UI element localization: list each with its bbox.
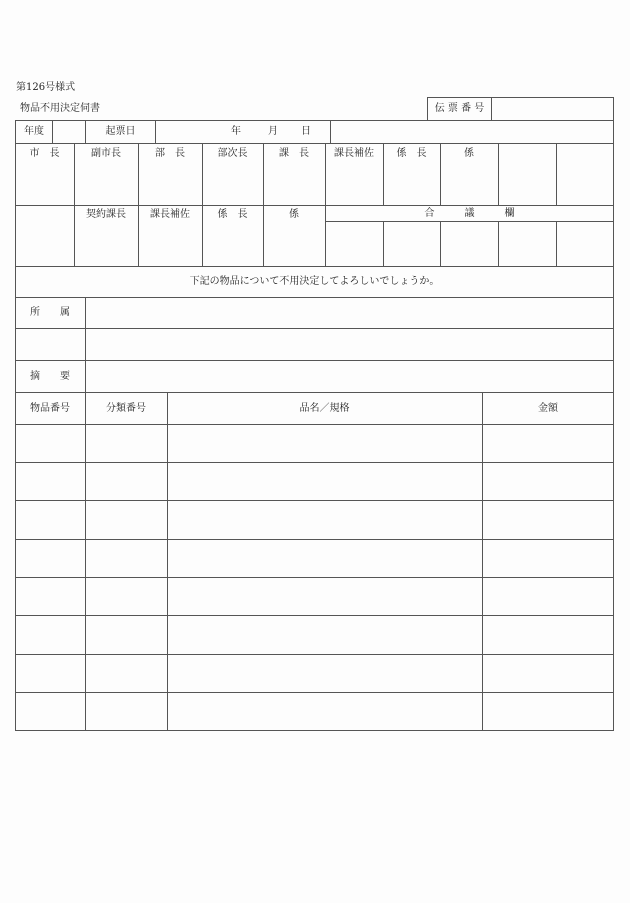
approver-assistant-chief-label: 課長補佐 [334, 148, 374, 159]
fiscal-year-label: 年度 [24, 126, 44, 137]
classification-number-field[interactable] [86, 578, 167, 615]
consultation-stamp-1[interactable] [326, 222, 383, 266]
column-header-amount: 金額 [538, 403, 558, 414]
fiscal-year-field[interactable] [53, 121, 85, 143]
classification-number-field[interactable] [86, 425, 167, 462]
consultation-stamp-4[interactable] [499, 222, 556, 266]
approver-mayor-label: 市 長 [29, 148, 60, 159]
consultation-stamp-5[interactable] [557, 222, 613, 266]
item-number-field[interactable] [16, 616, 85, 654]
stamp-row2-blank[interactable] [16, 206, 74, 266]
item-name-field[interactable] [168, 425, 482, 462]
stamp-mayor[interactable] [16, 162, 74, 205]
stamp-staff[interactable] [441, 162, 498, 205]
item-number-field[interactable] [16, 463, 85, 500]
approver-staff-label: 係 [464, 148, 474, 159]
affiliation-extra-field[interactable] [86, 329, 613, 360]
approver-staff-2-label: 係 [289, 209, 299, 220]
item-name-field[interactable] [168, 501, 482, 539]
amount-field[interactable] [483, 693, 613, 730]
item-name-field[interactable] [168, 540, 482, 577]
classification-number-field[interactable] [86, 501, 167, 539]
approver-subsection-chief-label: 係 長 [396, 148, 427, 159]
stamp-assistant-chief[interactable] [326, 162, 383, 205]
column-header-classification-number: 分類番号 [106, 403, 146, 414]
item-number-field[interactable] [16, 540, 85, 577]
consultation-stamp-2[interactable] [384, 222, 440, 266]
blank-label-cell [16, 329, 85, 360]
form-number: 第126号様式 [16, 82, 76, 93]
amount-field[interactable] [483, 425, 613, 462]
item-number-field[interactable] [16, 501, 85, 539]
stamp-deputy-mayor[interactable] [75, 162, 138, 205]
classification-number-field[interactable] [86, 616, 167, 654]
date-year-label: 年 [231, 126, 241, 137]
draft-date-label: 起票日 [105, 126, 136, 137]
classification-number-field[interactable] [86, 463, 167, 500]
item-name-field[interactable] [168, 693, 482, 730]
amount-field[interactable] [483, 616, 613, 654]
date-month-label: 月 [268, 126, 278, 137]
item-name-field[interactable] [168, 463, 482, 500]
approver-deputy-director-label: 部次長 [217, 148, 248, 159]
stamp-subsection-chief[interactable] [384, 162, 440, 205]
affiliation-field[interactable] [86, 298, 613, 328]
stamp-assistant-chief-2[interactable] [139, 223, 202, 266]
classification-number-field[interactable] [86, 693, 167, 730]
approver-contract-chief-label: 契約課長 [86, 209, 126, 220]
column-header-item-number: 物品番号 [30, 403, 70, 414]
stamp-deputy-director[interactable] [203, 162, 263, 205]
statement-text: 下記の物品について不用決定してよろしいでしょうか。 [189, 276, 440, 287]
stamp-director[interactable] [139, 162, 202, 205]
stamp-contract-chief[interactable] [75, 223, 138, 266]
amount-field[interactable] [483, 578, 613, 615]
consultation-column-label: 合 議 欄 [424, 208, 515, 219]
classification-number-field[interactable] [86, 655, 167, 692]
approver-assistant-chief-2-label: 課長補佐 [150, 209, 190, 220]
stamp-extra-1[interactable] [499, 144, 556, 205]
item-number-field[interactable] [16, 693, 85, 730]
item-number-field[interactable] [16, 578, 85, 615]
amount-field[interactable] [483, 501, 613, 539]
approver-director-label: 部 長 [155, 148, 185, 159]
item-name-field[interactable] [168, 655, 482, 692]
approver-deputy-mayor-label: 副市長 [91, 148, 121, 159]
item-name-field[interactable] [168, 616, 482, 654]
slip-number-label: 伝 票 番 号 [434, 103, 485, 114]
date-day-label: 日 [301, 126, 311, 137]
form-title: 物品不用決定伺書 [20, 103, 100, 114]
affiliation-label: 所 属 [30, 307, 70, 318]
amount-field[interactable] [483, 463, 613, 500]
summary-field[interactable] [86, 361, 613, 392]
classification-number-field[interactable] [86, 540, 167, 577]
item-number-field[interactable] [16, 425, 85, 462]
approver-subsection-chief-2-label: 係 長 [217, 209, 248, 220]
amount-field[interactable] [483, 540, 613, 577]
consultation-stamp-3[interactable] [441, 222, 498, 266]
item-number-field[interactable] [16, 655, 85, 692]
approver-section-chief-label: 課 長 [279, 148, 309, 159]
stamp-section-chief[interactable] [264, 162, 325, 205]
stamp-staff-2[interactable] [264, 223, 325, 266]
stamp-extra-2[interactable] [557, 144, 613, 205]
summary-label: 摘 要 [30, 371, 70, 382]
column-header-item-name-spec: 品名／規格 [299, 403, 350, 414]
stamp-subsection-chief-2[interactable] [203, 223, 263, 266]
item-name-field[interactable] [168, 578, 482, 615]
amount-field[interactable] [483, 655, 613, 692]
slip-number-field[interactable] [492, 98, 613, 120]
